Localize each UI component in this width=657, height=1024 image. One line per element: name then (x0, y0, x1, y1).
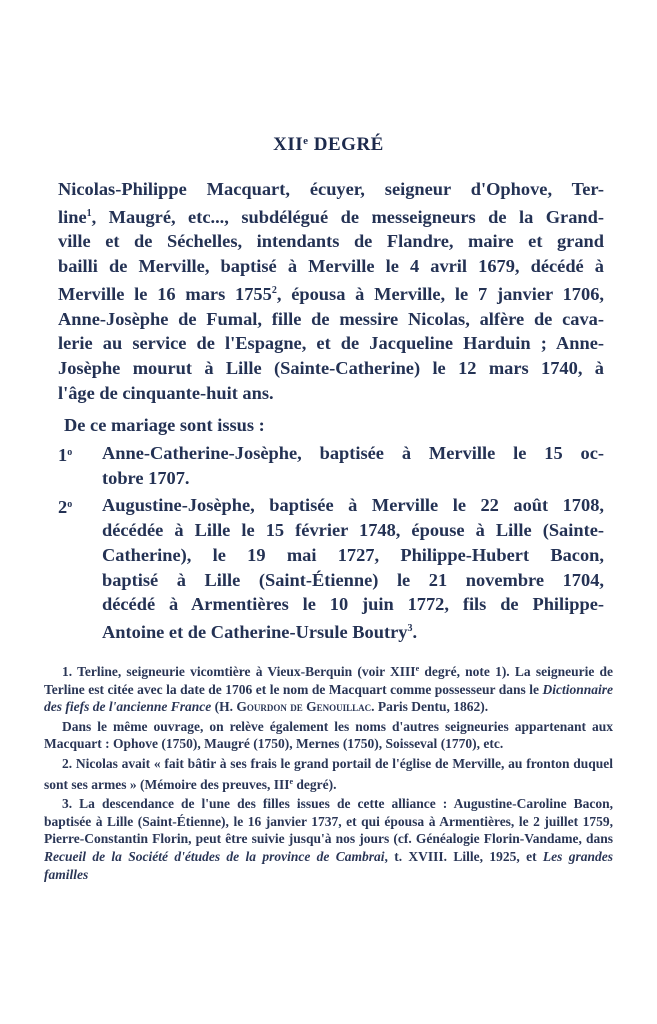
item-number: 2$^o$ (58, 497, 73, 518)
intro-line: bailli de Merville, baptisé à Merville le 4 avril 1679, décédé à (58, 256, 604, 277)
intro-line: Josèphe mourut à Lille (Sainte-Catherine) le 12 mars 1740, à (58, 357, 604, 378)
footnote-3: 3. La descendance de l'une des filles issues de cette alliance : Augustine-Caroline Bacon, baptisée à Lille (Saint-Étienne), le 16 janvier 1737, et qui épousa à Armentières, le 2 juillet 1759, Pierre-Constantin Florin, peut être suivie jusqu'à nos jours (cf. Généalogie Florin-Vandame, dans Recueil de la Société d'études de la province de Cambrai, t. XVIII. Lille, 1925, et Les grandes familles (44, 796, 613, 882)
footnote-ref-2: 2 (271, 284, 277, 296)
page-title (0, 134, 657, 156)
footnote-2: 2. Nicolas avait « fait bâtir à ses frais le grand portail de l'église de Merville, au fronton duquel sont ses armes » (Mémoire des preuves, IIIe degré). (44, 755, 613, 792)
intro-line: lerie au service de l'Espagne, et de Jacqueline Harduin ; Anne- (58, 333, 604, 354)
intro-line: Nicolas-Philippe Macquart, écuyer, seigneur d'Ophove, Ter- (58, 179, 604, 199)
intro-line: Merville le 16 mars 1755$^2$, épousa à Merville, le 7 janvier 1706, (58, 283, 604, 304)
intro-paragraph (58, 177, 604, 405)
children-list (58, 441, 604, 645)
intro-line: Anne-Josèphe de Fumal, fille de messire Nicolas, alfère de cava- (58, 308, 604, 329)
footnotes (44, 660, 613, 885)
footnote-1: 1. Terline, seigneurie vicomtière à Vieux-Berquin (voir XIIIe degré, note 1). La seigneurie de Terline est citée avec la date de 1706 et le nom de Macquart comme possesseur dans le Dictionnaire des fiefs de l'ancienne France (H. Gourdon de Genouillac. Paris Dentu, 1862). (44, 664, 613, 715)
main-text (58, 177, 604, 648)
issue-intro: De ce mariage sont issus : (64, 415, 265, 436)
list-item: 1$^o$ Anne-Catherine-Josèphe, baptisée à Merville le 15 oc- tobre 1707. (58, 443, 604, 488)
title-superscript: e (303, 135, 309, 147)
intro-line: line$^1$, Maugré, etc..., subdélégué de messeigneurs de la Grand- (58, 206, 604, 227)
list-item: 2$^o$ Augustine-Josèphe, baptisée à Merville le 22 août 1708, décédée à Lille le 15 février 1748, épouse à Lille (Sainte- Catherine), le 19 mai 1727, Philippe-Hubert Bacon, baptisé à Lille (Saint-Étienne) le 21 novembre 1704, décédé à Armentières le 10 juin 1772, fils de Philippe- Antoine et de Catherine-Ursule Boutry$^3$. (58, 495, 604, 642)
footnote-ref-3: 3 (407, 622, 413, 634)
title-roman: XII (273, 134, 304, 155)
footnote-1-continued: Dans le même ouvrage, on relève également les noms d'autres seigneuries appartenant aux Macquart : Ophove (1750), Maugré (1750), Mernes (1750), Soisseval (1770), etc. (44, 718, 613, 752)
item-number: 1$^o$ (58, 445, 73, 466)
intro-line: l'âge de cinquante-huit ans. (58, 382, 274, 403)
intro-line: ville et de Séchelles, intendants de Flandre, maire et grand (58, 231, 604, 252)
footnote-ref-1: 1 (86, 207, 92, 219)
title-rest: DEGRÉ (308, 134, 384, 155)
